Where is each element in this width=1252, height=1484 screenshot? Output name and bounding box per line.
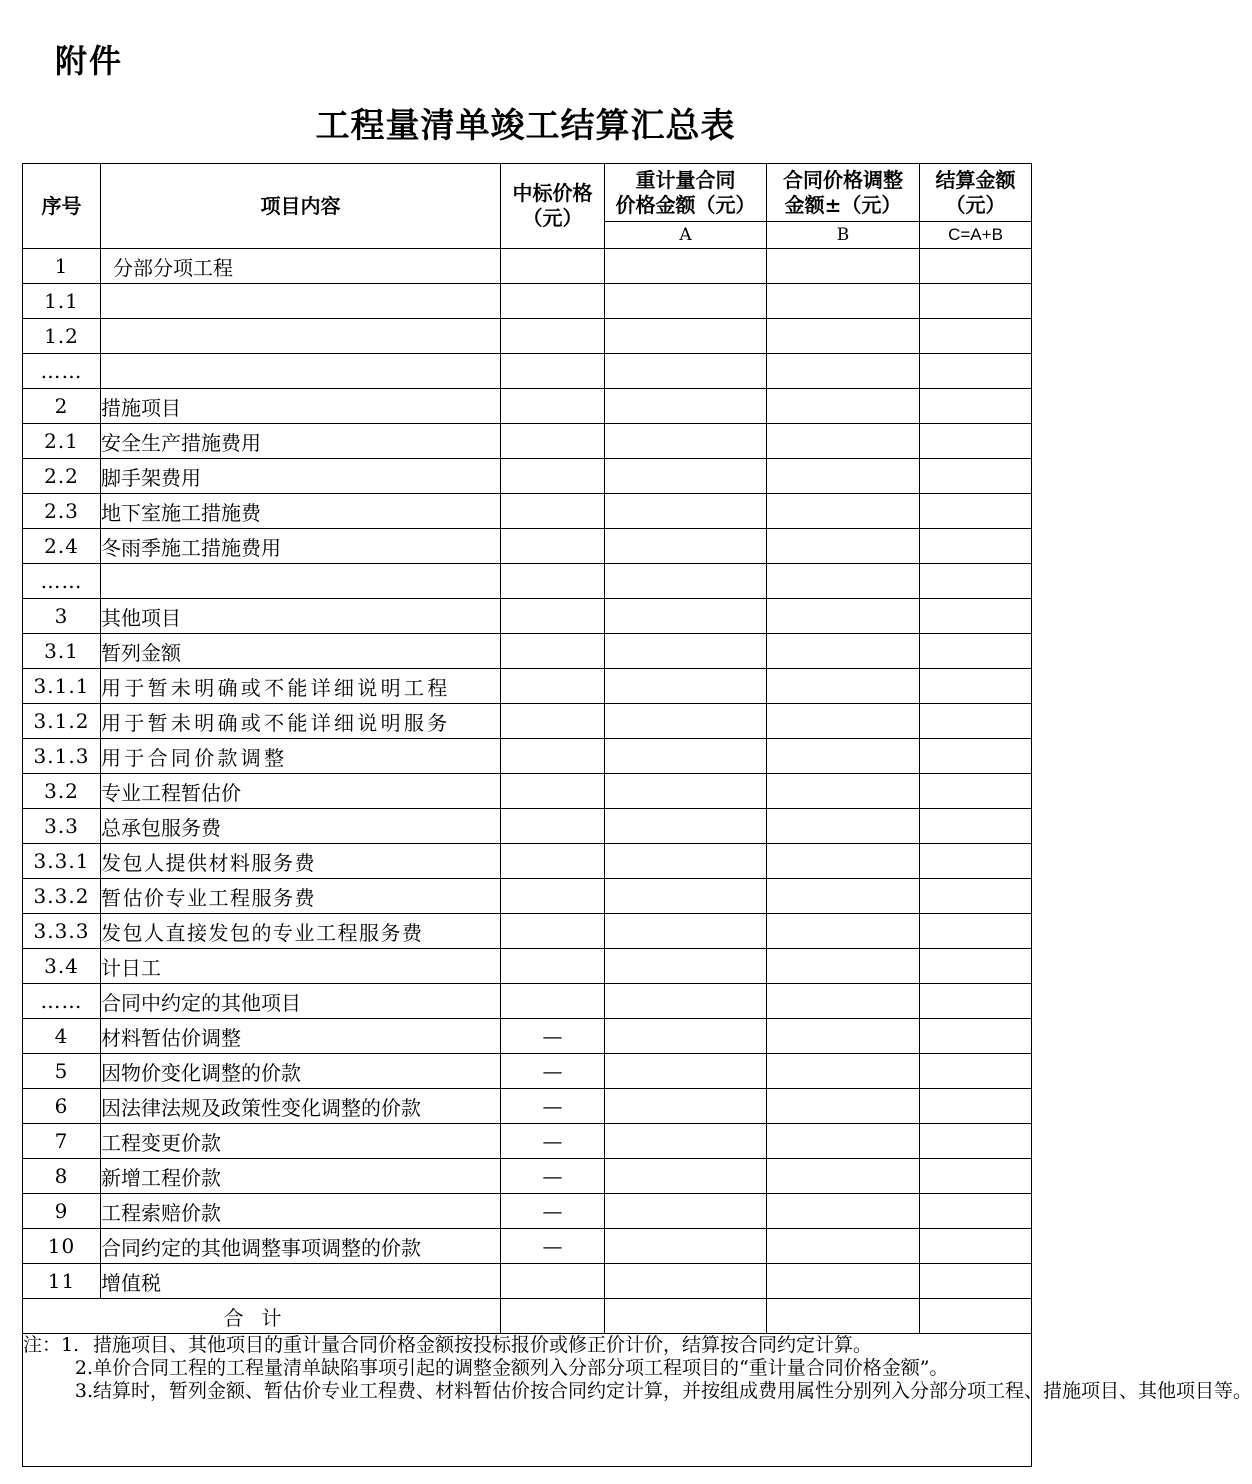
- item-content-cell: 合同约定的其他调整事项调整的价款: [101, 1229, 501, 1264]
- item-content-cell: 用于暂未明确或不能详细说明工程: [101, 669, 501, 704]
- header-adjustment-line2: 金额±（元）: [784, 192, 902, 217]
- settlement-amount-cell: [920, 1159, 1032, 1194]
- notes-cell: [23, 1334, 1252, 1467]
- serial-no-cell: 10: [23, 1229, 101, 1264]
- serial-no-cell: 9: [23, 1194, 101, 1229]
- adjustment-amount-cell: [767, 809, 920, 844]
- remeasured-amount-cell: [605, 599, 767, 634]
- remeasured-amount-cell: [605, 494, 767, 529]
- table-row: [23, 1264, 1032, 1299]
- header-column-a: A: [605, 222, 767, 249]
- table-row: [23, 774, 1032, 809]
- remeasured-amount-cell: [605, 949, 767, 984]
- bid-price-cell: [501, 739, 605, 774]
- serial-no-cell: 3.3.3: [23, 914, 101, 949]
- header-remeasured-line1: 重计量合同: [635, 167, 736, 192]
- total-amount-a-cell: [605, 1299, 767, 1334]
- remeasured-amount-cell: [605, 1124, 767, 1159]
- item-content-cell: [101, 354, 501, 389]
- serial-no-cell: 2.1: [23, 424, 101, 459]
- table-row: [23, 914, 1032, 949]
- serial-no-cell: 3.3.1: [23, 844, 101, 879]
- serial-no-cell: 2.3: [23, 494, 101, 529]
- bid-price-cell: [501, 949, 605, 984]
- adjustment-amount-cell: [767, 529, 920, 564]
- remeasured-amount-cell: [605, 284, 767, 319]
- settlement-amount-cell: [920, 389, 1032, 424]
- total-amount-c-cell: [920, 1299, 1032, 1334]
- remeasured-amount-cell: [605, 1019, 767, 1054]
- note-mark: 3.: [74, 1380, 93, 1402]
- bid-price-cell: [501, 879, 605, 914]
- table-row: [23, 494, 1032, 529]
- item-content-cell: 计日工: [101, 949, 501, 984]
- item-content-cell: 合同中约定的其他项目: [101, 984, 501, 1019]
- item-content-cell: 措施项目: [101, 389, 501, 424]
- table-row: [23, 529, 1032, 564]
- item-content-cell: 暂列金额: [101, 634, 501, 669]
- remeasured-amount-cell: [605, 774, 767, 809]
- bid-price-cell: [501, 984, 605, 1019]
- header-settlement-amount: [920, 164, 1032, 222]
- remeasured-amount-cell: [605, 914, 767, 949]
- header-serial-no: 序号: [23, 164, 101, 249]
- bid-price-cell: [501, 319, 605, 354]
- header-settlement-line1: 结算金额: [935, 167, 1016, 192]
- table-row: [23, 564, 1032, 599]
- remeasured-amount-cell: [605, 739, 767, 774]
- bid-price-cell: —: [501, 1124, 605, 1159]
- bid-price-cell: [501, 354, 605, 389]
- adjustment-amount-cell: [767, 1054, 920, 1089]
- bid-price-cell: [501, 704, 605, 739]
- remeasured-amount-cell: [605, 809, 767, 844]
- remeasured-amount-cell: [605, 1054, 767, 1089]
- settlement-amount-cell: [920, 949, 1032, 984]
- serial-no-cell: ……: [23, 984, 101, 1019]
- settlement-amount-cell: [920, 424, 1032, 459]
- adjustment-amount-cell: [767, 774, 920, 809]
- item-content-cell: 专业工程暂估价: [101, 774, 501, 809]
- item-content-cell: 发包人提供材料服务费: [101, 844, 501, 879]
- item-content-cell: 地下室施工措施费: [101, 494, 501, 529]
- adjustment-amount-cell: [767, 459, 920, 494]
- adjustment-amount-cell: [767, 1229, 920, 1264]
- header-settlement-line2: （元）: [945, 192, 1006, 217]
- serial-no-cell: ……: [23, 354, 101, 389]
- item-content-cell: 工程变更价款: [101, 1124, 501, 1159]
- item-content-cell: 暂估价专业工程服务费: [101, 879, 501, 914]
- bid-price-cell: —: [501, 1019, 605, 1054]
- serial-no-cell: 3.1.1: [23, 669, 101, 704]
- bid-price-cell: [501, 774, 605, 809]
- table-body: [23, 249, 1032, 1299]
- settlement-amount-cell: [920, 1264, 1032, 1299]
- remeasured-amount-cell: [605, 319, 767, 354]
- adjustment-amount-cell: [767, 1124, 920, 1159]
- adjustment-amount-cell: [767, 354, 920, 389]
- table-row: [23, 1089, 1032, 1124]
- bid-price-cell: [501, 494, 605, 529]
- settlement-amount-cell: [920, 914, 1032, 949]
- item-content-cell: 分部分项工程: [101, 249, 501, 284]
- item-content-cell: 总承包服务费: [101, 809, 501, 844]
- adjustment-amount-cell: [767, 389, 920, 424]
- adjustment-amount-cell: [767, 1194, 920, 1229]
- item-content-cell: 因法律法规及政策性变化调整的价款: [101, 1089, 501, 1124]
- item-content-cell: 安全生产措施费用: [101, 424, 501, 459]
- table-row: [23, 1194, 1032, 1229]
- note-text: 措施项目、其他项目的重计量合同价格金额按投标报价或修正价计价，结算按合同约定计算。: [93, 1334, 873, 1356]
- settlement-amount-cell: [920, 599, 1032, 634]
- adjustment-amount-cell: [767, 984, 920, 1019]
- remeasured-amount-cell: [605, 564, 767, 599]
- total-amount-b-cell: [767, 1299, 920, 1334]
- settlement-amount-cell: [920, 704, 1032, 739]
- remeasured-amount-cell: [605, 844, 767, 879]
- header-bid-price-line1: 中标价格: [512, 181, 593, 205]
- adjustment-amount-cell: [767, 949, 920, 984]
- item-content-cell: [101, 284, 501, 319]
- item-content-cell: 冬雨季施工措施费用: [101, 529, 501, 564]
- note-item: [23, 1334, 1031, 1357]
- settlement-amount-cell: [920, 459, 1032, 494]
- bid-price-cell: [501, 914, 605, 949]
- item-content-cell: 增值税: [101, 1264, 501, 1299]
- table-row: [23, 284, 1032, 319]
- remeasured-amount-cell: [605, 459, 767, 494]
- bid-price-cell: [501, 529, 605, 564]
- bid-price-cell: [501, 844, 605, 879]
- settlement-amount-cell: [920, 774, 1032, 809]
- item-content-cell: 发包人直接发包的专业工程服务费: [101, 914, 501, 949]
- bid-price-cell: [501, 634, 605, 669]
- serial-no-cell: 3.3.2: [23, 879, 101, 914]
- serial-no-cell: 3.2: [23, 774, 101, 809]
- adjustment-amount-cell: [767, 284, 920, 319]
- serial-no-cell: 3.4: [23, 949, 101, 984]
- serial-no-cell: 2.4: [23, 529, 101, 564]
- adjustment-amount-cell: [767, 599, 920, 634]
- header-column-c: C=A+B: [920, 222, 1032, 249]
- table-row: [23, 424, 1032, 459]
- serial-no-cell: 8: [23, 1159, 101, 1194]
- settlement-amount-cell: [920, 564, 1032, 599]
- adjustment-amount-cell: [767, 704, 920, 739]
- item-content-cell: 用于暂未明确或不能详细说明服务: [101, 704, 501, 739]
- serial-no-cell: 11: [23, 1264, 101, 1299]
- settlement-amount-cell: [920, 249, 1032, 284]
- remeasured-amount-cell: [605, 984, 767, 1019]
- table-row: [23, 1054, 1032, 1089]
- table-row: [23, 809, 1032, 844]
- bid-price-cell: [501, 284, 605, 319]
- remeasured-amount-cell: [605, 354, 767, 389]
- serial-no-cell: 1.1: [23, 284, 101, 319]
- adjustment-amount-cell: [767, 1019, 920, 1054]
- bid-price-cell: [501, 809, 605, 844]
- adjustment-amount-cell: [767, 249, 920, 284]
- adjustment-amount-cell: [767, 1264, 920, 1299]
- table-row: [23, 704, 1032, 739]
- bid-price-cell: —: [501, 1159, 605, 1194]
- item-content-cell: 因物价变化调整的价款: [101, 1054, 501, 1089]
- table-row: [23, 389, 1032, 424]
- header-adjustment-amount: [767, 164, 920, 222]
- adjustment-amount-cell: [767, 634, 920, 669]
- settlement-amount-cell: [920, 1019, 1032, 1054]
- serial-no-cell: 7: [23, 1124, 101, 1159]
- serial-no-cell: ……: [23, 564, 101, 599]
- item-content-cell: 新增工程价款: [101, 1159, 501, 1194]
- adjustment-amount-cell: [767, 844, 920, 879]
- adjustment-amount-cell: [767, 424, 920, 459]
- table-row: [23, 249, 1032, 284]
- serial-no-cell: 3.1.2: [23, 704, 101, 739]
- remeasured-amount-cell: [605, 704, 767, 739]
- remeasured-amount-cell: [605, 1194, 767, 1229]
- table-row: [23, 1019, 1032, 1054]
- settlement-amount-cell: [920, 529, 1032, 564]
- table-row: [23, 634, 1032, 669]
- serial-no-cell: 6: [23, 1089, 101, 1124]
- item-content-cell: 脚手架费用: [101, 459, 501, 494]
- settlement-amount-cell: [920, 1194, 1032, 1229]
- table-row: [23, 739, 1032, 774]
- bid-price-cell: [501, 564, 605, 599]
- remeasured-amount-cell: [605, 249, 767, 284]
- item-content-cell: [101, 564, 501, 599]
- bid-price-cell: —: [501, 1194, 605, 1229]
- table-row: [23, 354, 1032, 389]
- serial-no-cell: 3.1.3: [23, 739, 101, 774]
- settlement-amount-cell: [920, 809, 1032, 844]
- table-row: [23, 844, 1032, 879]
- header-column-b: B: [767, 222, 920, 249]
- header-remeasured-amount: [605, 164, 767, 222]
- remeasured-amount-cell: [605, 634, 767, 669]
- remeasured-amount-cell: [605, 669, 767, 704]
- settlement-summary-table: [22, 163, 1252, 1467]
- bid-price-cell: [501, 1264, 605, 1299]
- remeasured-amount-cell: [605, 879, 767, 914]
- note-text: 结算时，暂列金额、暂估价专业工程费、材料暂估价按合同约定计算，并按组成费用属性分别列入分部分项工程、措施项目、其他项目等。: [93, 1380, 1252, 1402]
- settlement-amount-cell: [920, 319, 1032, 354]
- bid-price-cell: [501, 389, 605, 424]
- table-row: [23, 879, 1032, 914]
- settlement-amount-cell: [920, 1229, 1032, 1264]
- header-remeasured-line2: 价格金额（元）: [615, 192, 756, 217]
- serial-no-cell: 2: [23, 389, 101, 424]
- settlement-amount-cell: [920, 1124, 1032, 1159]
- remeasured-amount-cell: [605, 529, 767, 564]
- settlement-amount-cell: [920, 1054, 1032, 1089]
- settlement-amount-cell: [920, 739, 1032, 774]
- remeasured-amount-cell: [605, 1264, 767, 1299]
- serial-no-cell: 2.2: [23, 459, 101, 494]
- settlement-amount-cell: [920, 1089, 1032, 1124]
- document-title: 工程量清单竣工结算汇总表: [315, 106, 736, 146]
- settlement-amount-cell: [920, 494, 1032, 529]
- attachment-label: 附件: [55, 42, 124, 80]
- serial-no-cell: 5: [23, 1054, 101, 1089]
- adjustment-amount-cell: [767, 739, 920, 774]
- bid-price-cell: —: [501, 1089, 605, 1124]
- adjustment-amount-cell: [767, 879, 920, 914]
- item-content-cell: [101, 319, 501, 354]
- serial-no-cell: 1.2: [23, 319, 101, 354]
- serial-no-cell: 1: [23, 249, 101, 284]
- settlement-amount-cell: [920, 984, 1032, 1019]
- bid-price-cell: —: [501, 1054, 605, 1089]
- settlement-amount-cell: [920, 284, 1032, 319]
- total-bid-cell: [501, 1299, 605, 1334]
- settlement-amount-cell: [920, 634, 1032, 669]
- settlement-amount-cell: [920, 669, 1032, 704]
- bid-price-cell: [501, 424, 605, 459]
- adjustment-amount-cell: [767, 1159, 920, 1194]
- table-row: [23, 459, 1032, 494]
- note-item: [23, 1357, 1031, 1380]
- item-content-cell: 工程索赔价款: [101, 1194, 501, 1229]
- bid-price-cell: [501, 669, 605, 704]
- total-row: [23, 1299, 1032, 1334]
- table-row: [23, 599, 1032, 634]
- bid-price-cell: [501, 249, 605, 284]
- item-content-cell: 用于合同价款调整: [101, 739, 501, 774]
- serial-no-cell: 3.1: [23, 634, 101, 669]
- table-row: [23, 949, 1032, 984]
- note-item: [23, 1380, 1252, 1403]
- remeasured-amount-cell: [605, 1159, 767, 1194]
- header-bid-price-line2: （元）: [522, 206, 583, 230]
- note-text: 单价合同工程的工程量清单缺陷事项引起的调整金额列入分部分项工程项目的“重计量合同价格金额”。: [93, 1357, 949, 1379]
- remeasured-amount-cell: [605, 424, 767, 459]
- remeasured-amount-cell: [605, 1229, 767, 1264]
- item-content-cell: 材料暂估价调整: [101, 1019, 501, 1054]
- table-row: [23, 319, 1032, 354]
- notes-row: [23, 1334, 1032, 1467]
- header-item-content: 项目内容: [101, 164, 501, 249]
- settlement-amount-cell: [920, 844, 1032, 879]
- adjustment-amount-cell: [767, 1089, 920, 1124]
- table-row: [23, 1124, 1032, 1159]
- settlement-amount-cell: [920, 879, 1032, 914]
- bid-price-cell: [501, 599, 605, 634]
- remeasured-amount-cell: [605, 1089, 767, 1124]
- total-label: 合计: [23, 1299, 501, 1334]
- item-content-cell: 其他项目: [101, 599, 501, 634]
- remeasured-amount-cell: [605, 389, 767, 424]
- serial-no-cell: 4: [23, 1019, 101, 1054]
- adjustment-amount-cell: [767, 319, 920, 354]
- note-mark: 注：1.: [23, 1334, 80, 1356]
- header-adjustment-line1: 合同价格调整: [783, 167, 903, 192]
- bid-price-cell: —: [501, 1229, 605, 1264]
- table-row: [23, 984, 1032, 1019]
- serial-no-cell: 3: [23, 599, 101, 634]
- adjustment-amount-cell: [767, 494, 920, 529]
- serial-no-cell: 3.3: [23, 809, 101, 844]
- adjustment-amount-cell: [767, 564, 920, 599]
- table-row: [23, 1159, 1032, 1194]
- settlement-amount-cell: [920, 354, 1032, 389]
- bid-price-cell: [501, 459, 605, 494]
- table-row: [23, 1229, 1032, 1264]
- adjustment-amount-cell: [767, 914, 920, 949]
- header-bid-price: [501, 164, 605, 249]
- adjustment-amount-cell: [767, 669, 920, 704]
- note-mark: 2.: [74, 1357, 93, 1379]
- table-row: [23, 669, 1032, 704]
